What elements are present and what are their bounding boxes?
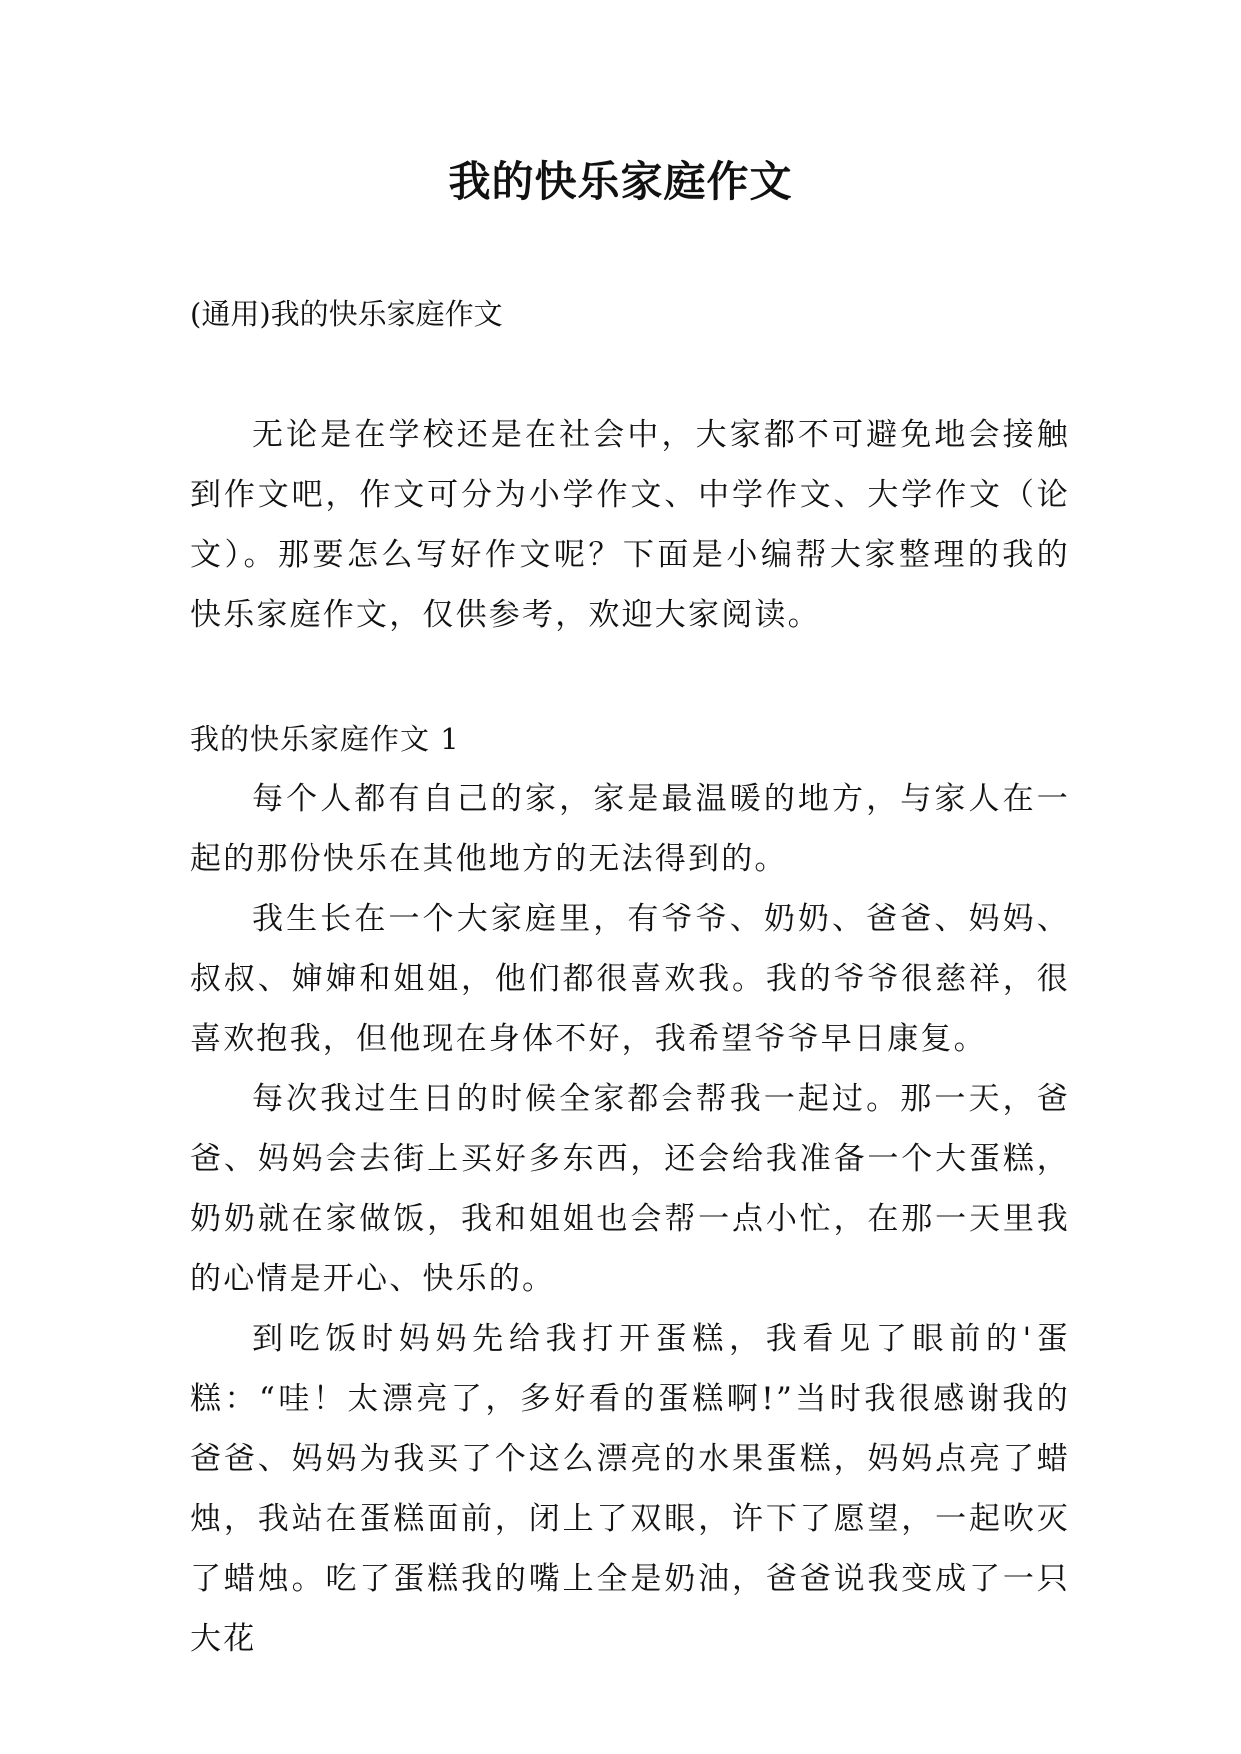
document-title: 我的快乐家庭作文: [448, 157, 793, 206]
body-paragraph: 到吃饭时妈妈先给我打开蛋糕，我看见了眼前的'蛋糕：“哇！太漂亮了，多好看的蛋糕啊!”当时我很感谢我的爸爸、妈妈为我买了个这么漂亮的水果蛋糕，妈妈点亮了蜡烛，我站在蛋糕面前，闭上了双眼，许下了愿望，一起吹灭了蜡烛。吃了蛋糕我的嘴上全是奶油，爸爸说我变成了一只大花: [190, 1321, 1070, 1657]
spacer: [190, 645, 1070, 709]
section-title: 我的快乐家庭作文 1: [190, 722, 460, 756]
body-paragraph: 每次我过生日的时候全家都会帮我一起过。那一天，爸爸、妈妈会去街上买好多东西，还会给我准备一个大蛋糕，奶奶就在家做饭，我和姐姐也会帮一点小忙，在那一天里我的心情是开心、快乐的。: [190, 1081, 1070, 1297]
intro-paragraph: 无论是在学校还是在社会中，大家都不可避免地会接触到作文吧，作文可分为小学作文、中学作文、大学作文（论文）。那要怎么写好作文呢？下面是小编帮大家整理的我的快乐家庭作文，仅供参考，欢迎大家阅读。: [190, 417, 1070, 633]
body-paragraph: 我生长在一个大家庭里，有爷爷、奶奶、爸爸、妈妈、叔叔、婶婶和姐姐，他们都很喜欢我。我的爷爷很慈祥，很喜欢抱我，但他现在身体不好，我希望爷爷早日康复。: [190, 901, 1070, 1057]
document-body: [190, 405, 1070, 1669]
document-subtitle: (通用)我的快乐家庭作文: [190, 297, 503, 331]
body-paragraph: 每个人都有自己的家，家是最温暖的地方，与家人在一起的那份快乐在其他地方的无法得到的。: [190, 781, 1070, 877]
